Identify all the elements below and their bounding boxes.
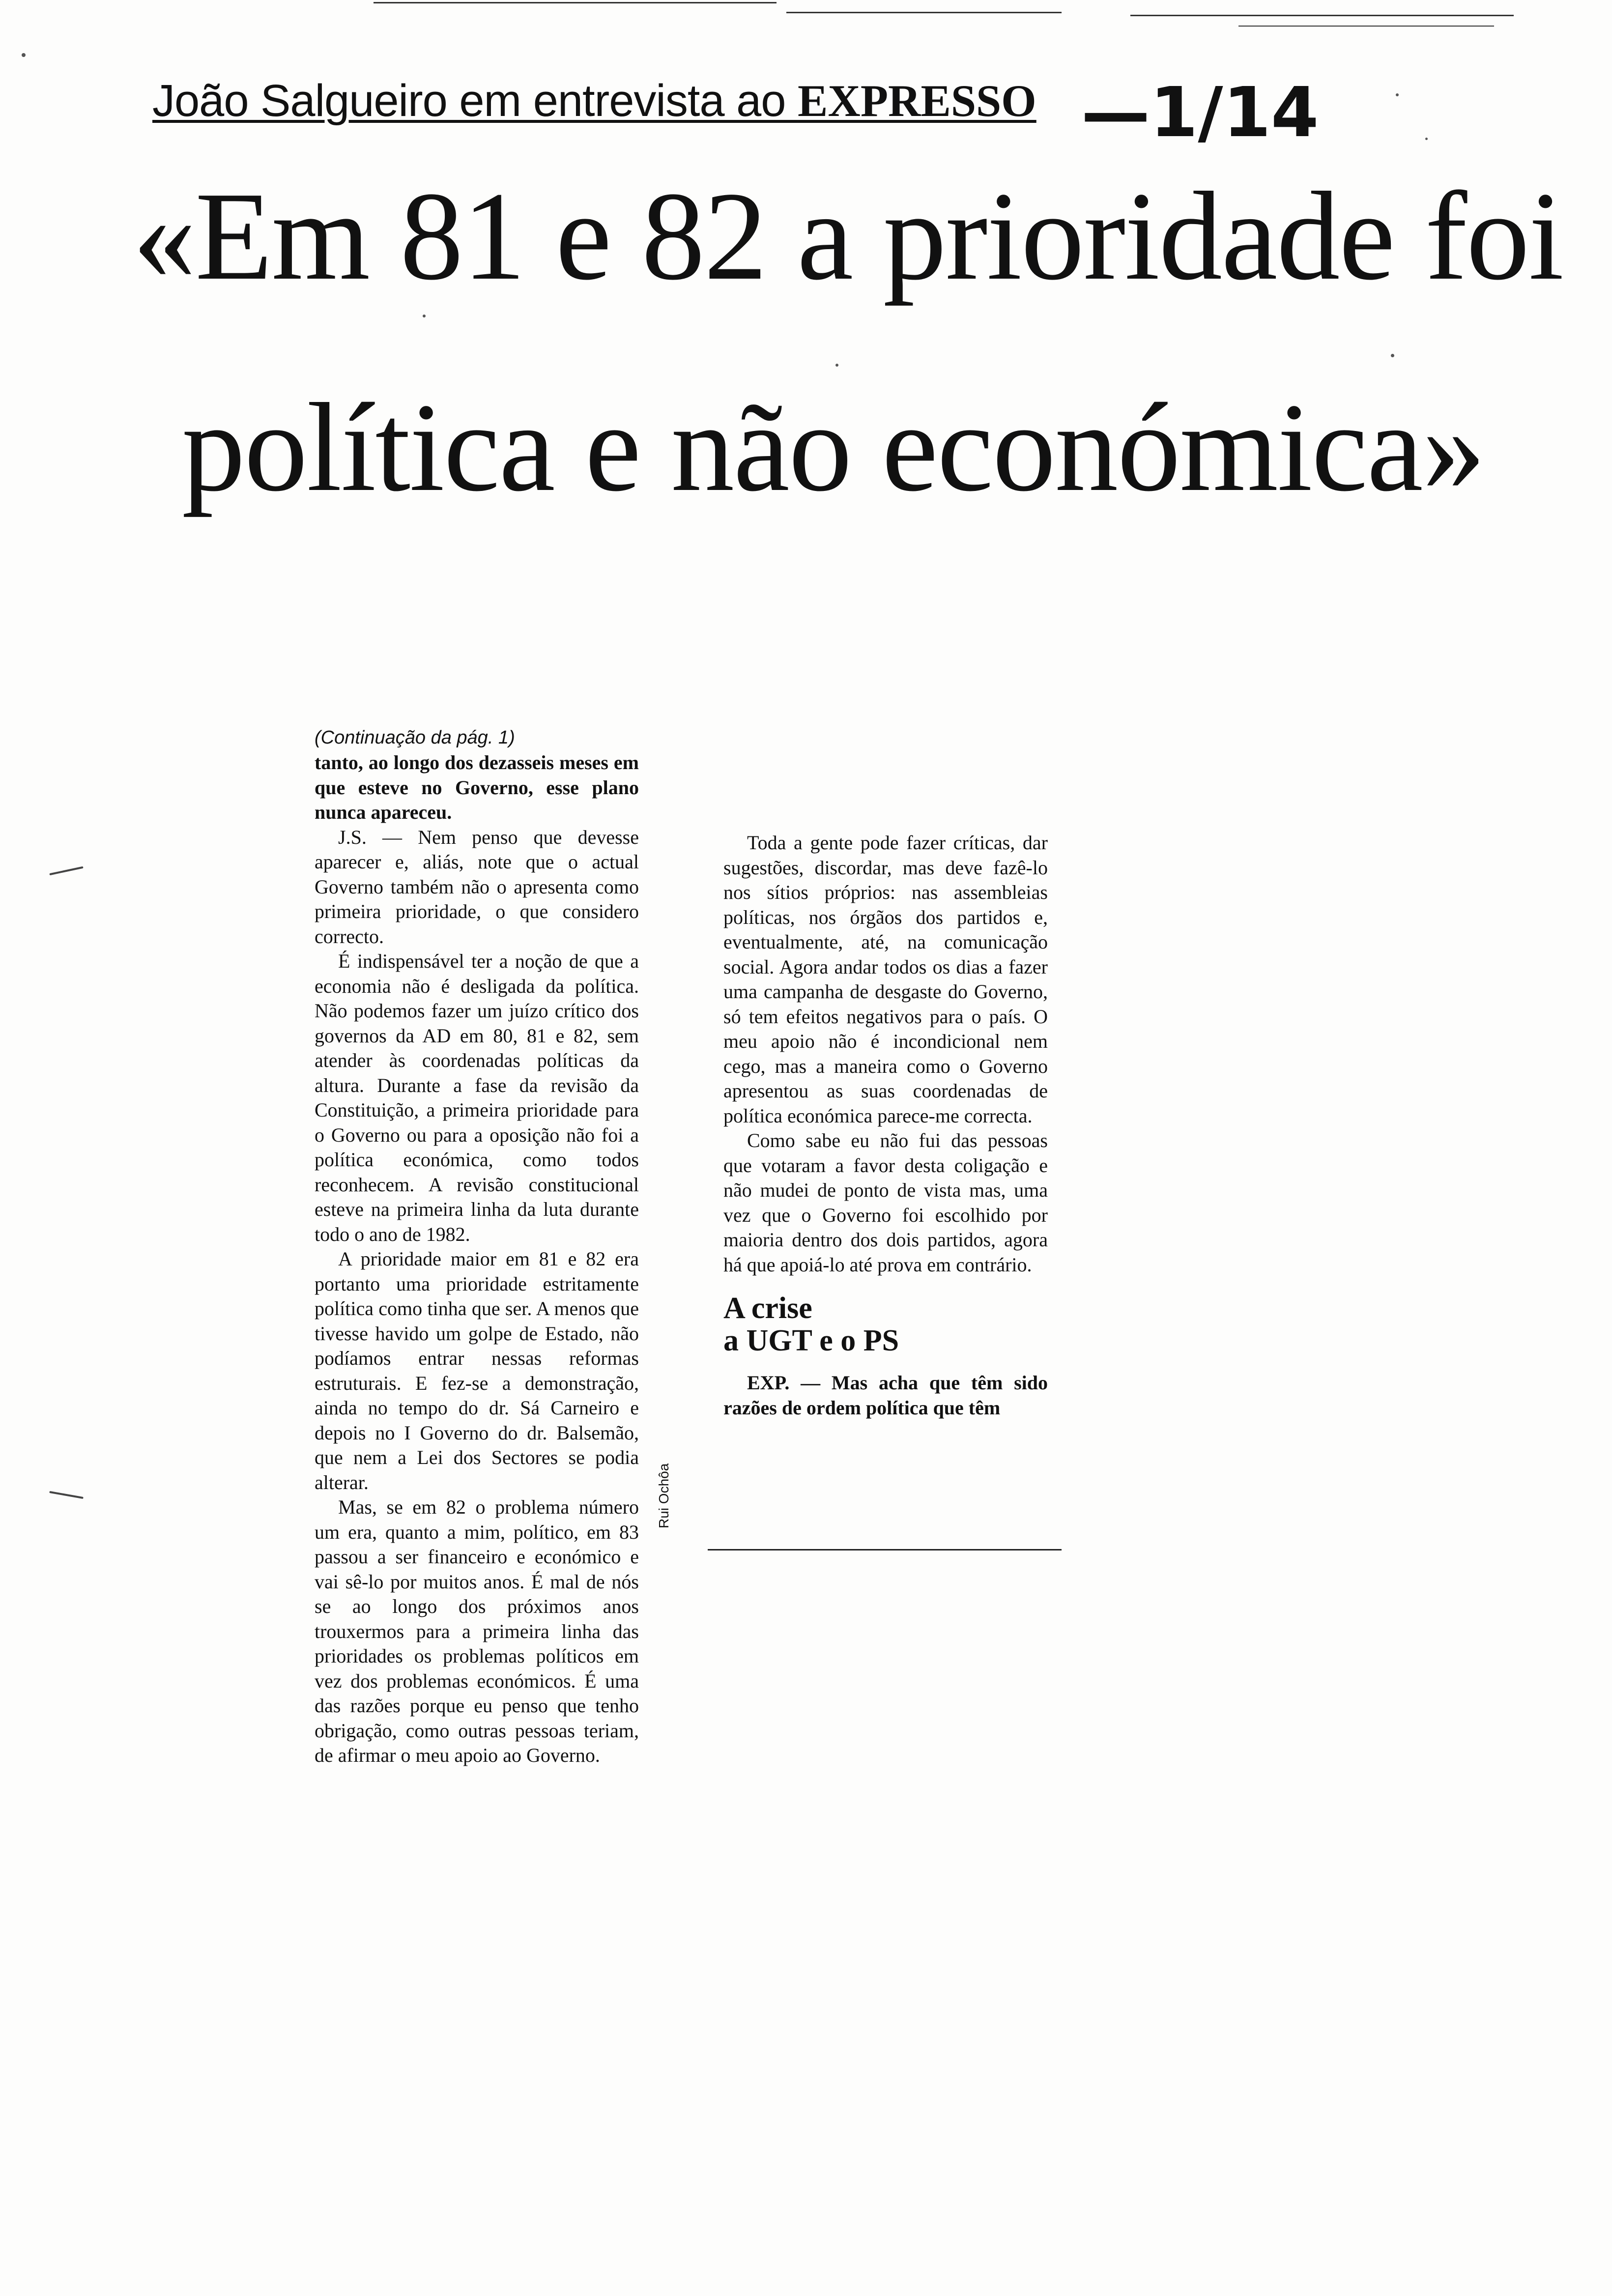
paragraph: Mas, se em 82 o problema número um era, quanto a mim, político, em 83 passou a ser financeiro e económico e vai sê-lo por muitos anos. É mal de nós se ao longo dos próximos anos trouxermos para a primeira linha das prioridades os problemas políticos em vez dos problemas económicos. É uma das razões porque eu penso que tenho obrigação, como outras pessoas teriam, de afirmar o meu apoio ao Governo. — [315, 1496, 639, 1766]
scan-speck — [835, 364, 838, 367]
scan-speck — [1425, 138, 1428, 140]
subhead-line-1: A crise — [723, 1292, 812, 1325]
scan-line — [1238, 26, 1494, 27]
question-text: Mas acha que têm sido razões de ordem política que têm — [723, 1372, 1048, 1419]
photo-credit: Rui Ochôa — [656, 1463, 671, 1528]
text-column-right — [723, 831, 1048, 1420]
scan-line — [1130, 15, 1514, 16]
section-subhead — [723, 1292, 1048, 1357]
text-column-left — [315, 725, 639, 1768]
question-prefix: EXP. — — [747, 1372, 832, 1394]
scan-speck — [22, 53, 26, 57]
scan-speck — [423, 315, 426, 317]
paragraph: Como sabe eu não fui das pessoas que votaram a favor desta coligação e não mudei de ponto de vista mas, uma vez que o Governo foi escolhido por maioria dentro dos dois partidos, agora há que apoiá-lo até prova em contrário. — [723, 1129, 1048, 1276]
paragraph: É indispensável ter a noção de que a economia não é desligada da política. Não podemos fazer um juízo crítico dos governos da AD em 80, 81 e 82, sem atender às coordenadas políticas da altura. Durante a fase da revisão da Constituição, a primeira prioridade para o Governo ou para a oposição não foi a política económica, como todos reconhecem. A revisão constitucional esteve na primeira linha da luta durante todo o ano de 1982. — [315, 950, 639, 1245]
subhead-line-2: a UGT e o PS — [723, 1324, 899, 1357]
scan-edge-mark — [49, 1491, 84, 1499]
paragraph: A prioridade maior em 81 e 82 era portanto uma prioridade estritamente política como tinha que ser. A menos que tivesse havido um golpe de Estado, não podíamos entrar nessas reformas estruturais. E fez-se a demonstração, ainda no tempo do dr. Sá Carneiro e depois no I Governo do dr. Balsemão, que nem a Lei dos Sectores se podia alterar. — [315, 1248, 639, 1493]
scan-speck — [1391, 354, 1394, 357]
column-end-rule — [708, 1549, 1062, 1550]
headline-line-1: «Em 81 e 82 a prioridade foi — [133, 166, 1563, 306]
lead-question: tanto, ao longo dos dezasseis meses em que esteve no Governo, esse plano nunca apareceu. — [315, 751, 639, 823]
scan-edge-mark — [49, 866, 83, 875]
scan-line — [786, 12, 1062, 13]
continuation-note: (Continuação da pág. 1) — [315, 727, 515, 748]
paragraph: J.S. — Nem penso que devesse aparecer e, aliás, note que o actual Governo também não o apresenta como primeira prioridade, o que considero correcto. — [315, 826, 639, 947]
kicker-prefix: João Salgueiro em entrevista ao — [152, 76, 798, 126]
article-kicker — [152, 74, 1036, 128]
scan-line — [374, 2, 777, 3]
kicker-paper-name: EXPRESSO — [798, 76, 1036, 126]
scan-speck — [1396, 93, 1399, 96]
headline-line-2: política e não económica» — [182, 377, 1485, 517]
interviewer-question — [723, 1371, 1048, 1420]
handwritten-page-mark: —1/14 — [1081, 73, 1319, 153]
paragraph: Toda a gente pode fazer críticas, dar sugestões, discordar, mas deve fazê-lo nos sítios próprios: nas assembleias políticas, nos órgãos dos partidos e, eventualmente, até, na comunicação social. Agora andar todos os dias a fazer uma campanha de desgaste do Governo, só tem efeitos negativos para o país. O meu apoio não é incondicional nem cego, mas a maneira como o Governo apresentou as suas coordenadas de política económica parece-me correcta. — [723, 832, 1048, 1127]
